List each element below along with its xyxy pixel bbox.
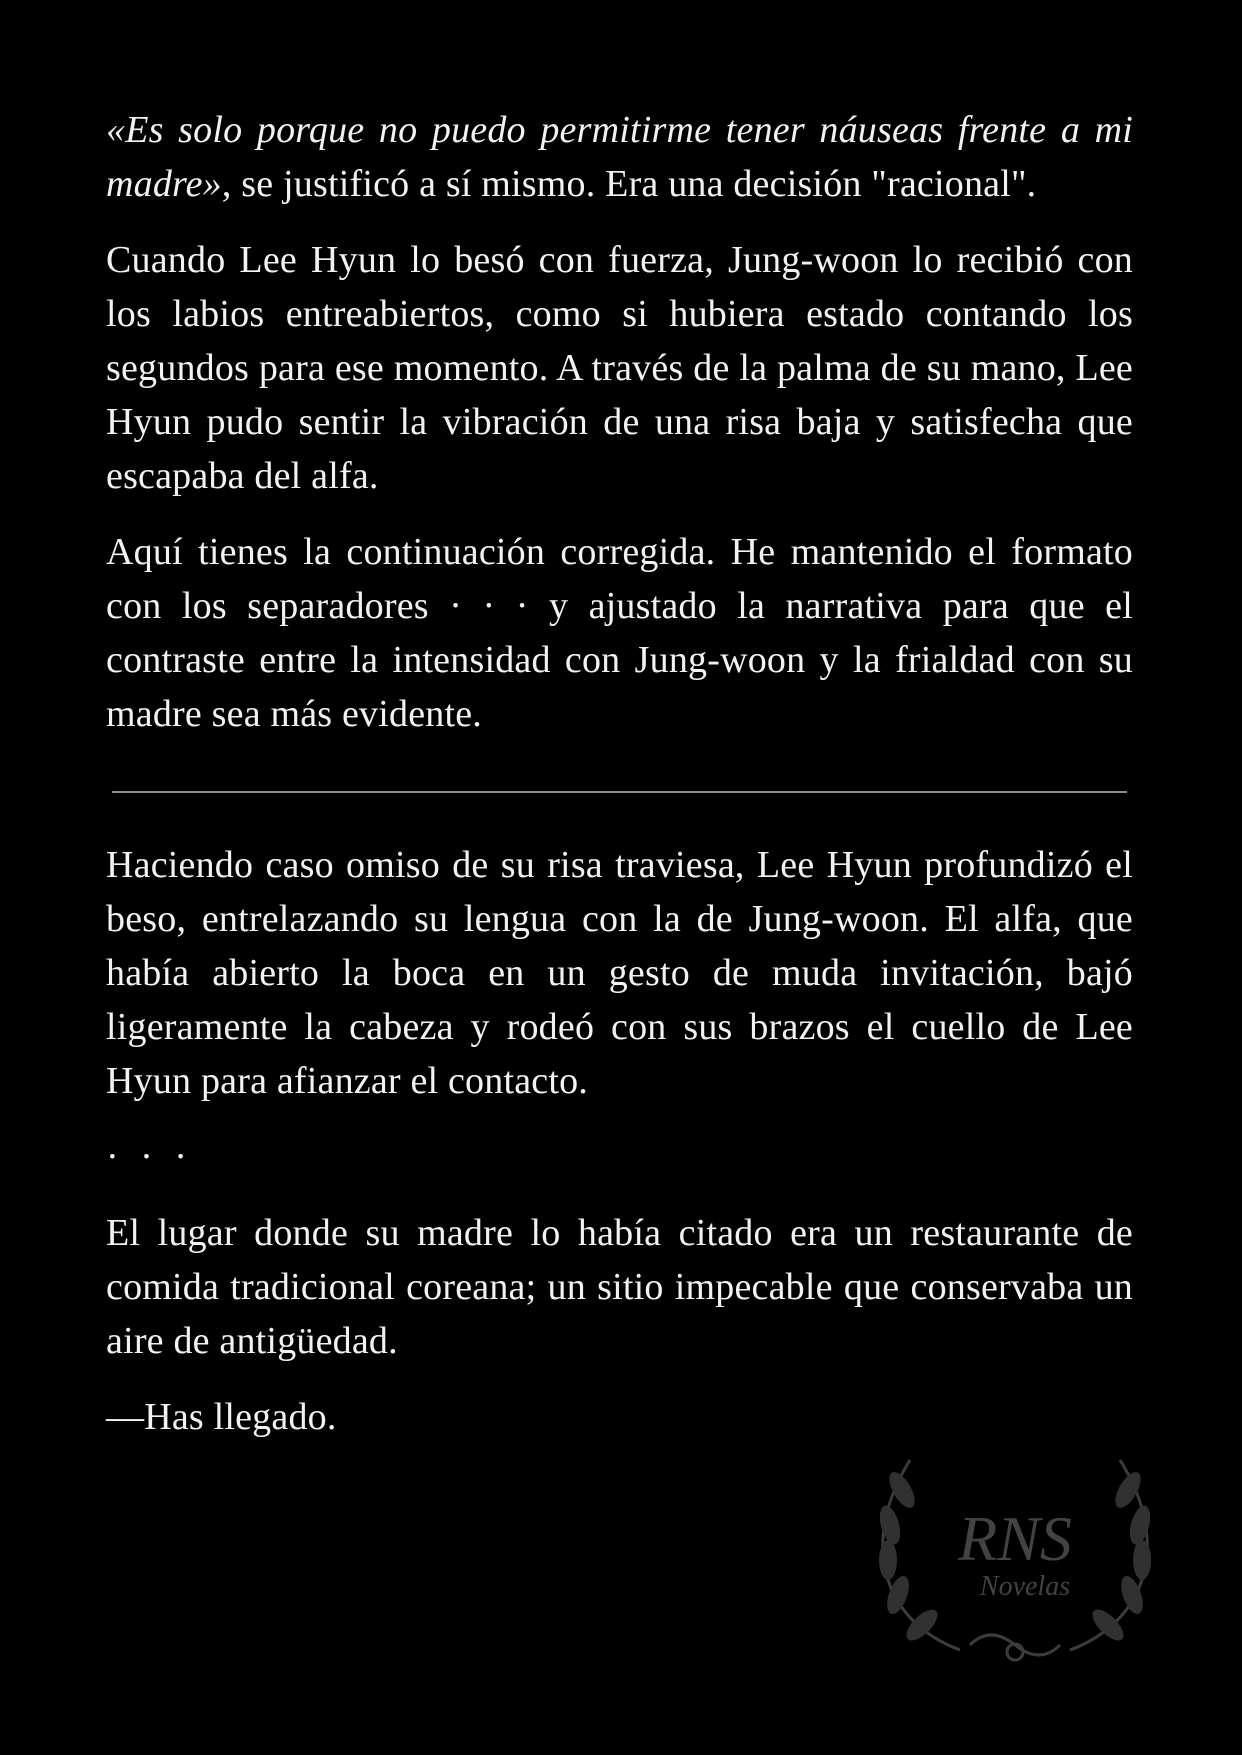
paragraph-5: El lugar donde su madre lo había citado era un restaurante de comida tradicional coreana; un sitio impecable que conservaba un aire de antigüedad. — [106, 1212, 1133, 1362]
watermark-logo-text: RNS — [958, 1503, 1072, 1574]
paragraph-2: Cuando Lee Hyun lo besó con fuerza, Jung-woon lo recibió con los labios entreabiertos, como si hubiera estado contando los segundos para ese momento. A través de la palma de su mano, Lee Hyun pudo sentir la vibración de una risa baja y satisfecha que escapaba del alfa. — [106, 239, 1133, 497]
paragraph-3: Aquí tienes la continuación corregida. He mantenido el formato con los separadores · · · y ajustado la narrativa para que el contraste entre la intensidad con Jung-woon y la frialdad con su madre sea más evidente. — [106, 531, 1133, 735]
reading-page — [106, 103, 1133, 1466]
watermark-logo-subtext: Novelas — [979, 1571, 1071, 1602]
watermark-logo — [840, 1420, 1190, 1680]
paragraph-1-quote: «Es solo porque no puedo permitirme tener náuseas frente a mi madre» — [106, 109, 1133, 205]
paragraph-6: —Has llegado. — [106, 1396, 337, 1438]
section-divider — [112, 791, 1127, 793]
paragraph-4: Haciendo caso omiso de su risa traviesa, Lee Hyun profundizó el beso, entrelazando su lengua con la de Jung-woon. El alfa, que había abierto la boca en un gesto de muda invitación, bajó ligeramente la cabeza y rodeó con sus brazos el cuello de Lee Hyun para afianzar el contacto. — [106, 844, 1133, 1102]
paragraph-1-text: , se justificó a sí mismo. Era una decisión "racional". — [221, 163, 1037, 205]
laurel-wreath-icon — [840, 1420, 1190, 1680]
paragraph-1 — [106, 103, 1133, 211]
scene-separator: · · · — [106, 1136, 193, 1178]
